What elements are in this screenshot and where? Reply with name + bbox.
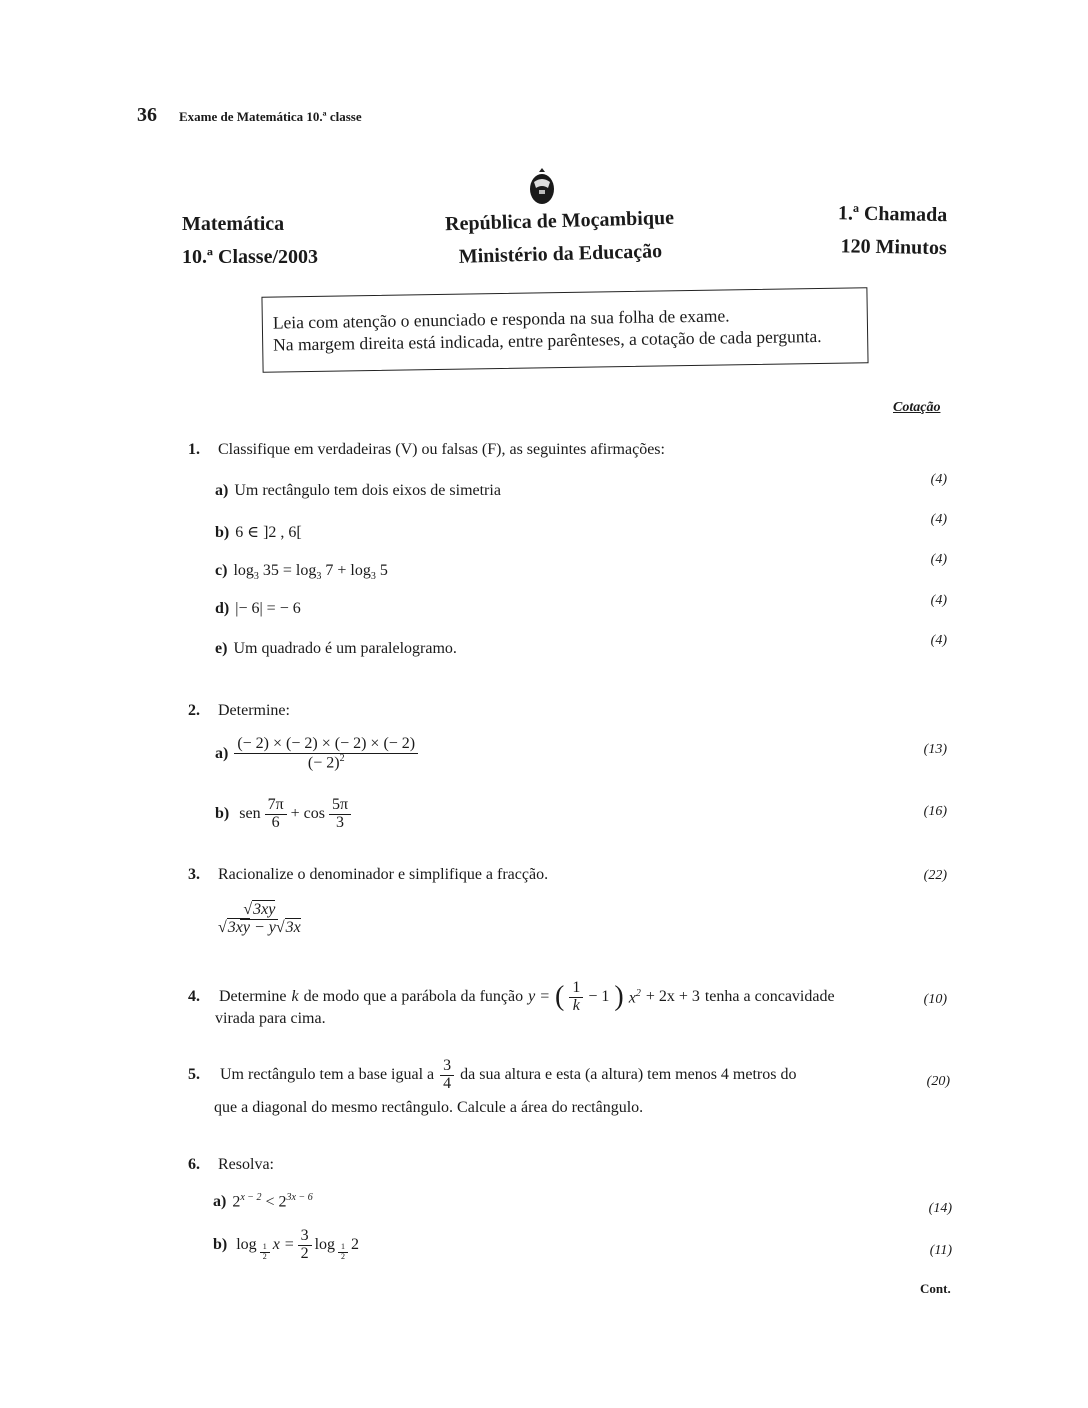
base: 2 <box>232 1193 241 1211</box>
denominator: 6 <box>271 813 280 831</box>
text-part: de modo que a parábola da função <box>303 988 524 1006</box>
var-k: k <box>291 988 299 1006</box>
fraction <box>440 1058 454 1093</box>
question-2 <box>188 702 290 720</box>
exponent: x − 2 <box>240 1192 262 1203</box>
score: (4) <box>930 472 947 487</box>
cos-text: + cos <box>290 805 325 823</box>
numerator: 3 <box>440 1058 454 1076</box>
expr-part: 35 = <box>262 562 292 579</box>
item-label: a) <box>215 482 229 499</box>
numerator: 7π <box>265 797 287 815</box>
fraction <box>265 797 287 832</box>
minus-one: − 1 <box>588 988 610 1006</box>
issuer-block <box>439 202 681 275</box>
subject: Matemática <box>182 213 285 235</box>
denominator: 2 <box>300 1244 309 1262</box>
running-head <box>137 104 362 127</box>
log-text: log <box>314 1236 336 1254</box>
cotacao-heading: Cotação <box>893 400 941 415</box>
score: (4) <box>930 512 947 527</box>
expr-rest: + 2x + 3 <box>645 988 700 1006</box>
q1-item-c <box>215 562 388 582</box>
grade-year: 10.ª Classe/2003 <box>182 246 318 268</box>
question-number: 4. <box>188 988 200 1006</box>
radicand: 3xy <box>227 918 250 936</box>
log-base <box>338 1243 348 1261</box>
exponent: 2 <box>635 987 641 999</box>
denominator: 2 <box>262 1251 267 1261</box>
exam-subject-block <box>182 208 318 274</box>
log-text: log <box>295 562 317 579</box>
item-label: e) <box>215 640 228 657</box>
sqrt-symbol: √ <box>275 918 285 936</box>
item-text: Um quadrado é um paralelogramo. <box>233 640 457 657</box>
item-label: d) <box>215 600 230 617</box>
text-part: da sua altura e esta (a altura) tem menos 4 metros do <box>460 1066 797 1084</box>
q6-item-a <box>213 1192 313 1211</box>
numerator: 1 <box>569 980 583 998</box>
log-base: 3 <box>253 571 259 583</box>
q1-item-e <box>215 640 457 658</box>
less-than: < <box>265 1193 275 1211</box>
expr-part: 7 + <box>325 562 347 579</box>
exponent: 3x − 6 <box>286 1192 313 1203</box>
log-base: 3 <box>370 571 376 583</box>
fraction <box>234 736 418 772</box>
instructions-line-2: Na margem direita está indicada, entre parênteses, a cotação de cada pergunta. <box>273 325 822 355</box>
question-number: 6. <box>188 1156 200 1173</box>
radicand: 3x <box>285 918 301 936</box>
fraction <box>569 980 583 1015</box>
session-block <box>811 197 947 265</box>
question-number: 2. <box>188 702 200 719</box>
score: (11) <box>929 1243 952 1258</box>
ministry: Ministério da Educação <box>458 240 663 268</box>
running-title: Exame de Matemática 10.ª classe <box>179 109 362 124</box>
text-part: Determine <box>219 988 287 1006</box>
score: (4) <box>930 593 947 608</box>
item-text: |− 6| = − 6 <box>235 600 301 617</box>
x-var: x <box>628 988 636 1006</box>
log-base: 3 <box>316 571 322 583</box>
q6-item-b <box>213 1228 359 1263</box>
denominator: 2 <box>341 1251 346 1261</box>
q1-item-d <box>215 600 301 618</box>
denominator <box>215 920 304 937</box>
instructions-line-1: Leia com atenção o enunciado e responda na sua folha de exame. <box>272 305 730 333</box>
instructions-box <box>261 287 868 373</box>
q1-item-a <box>215 482 501 500</box>
numerator: (− 2) × (− 2) × (− 2) × (− 2) <box>234 736 418 754</box>
base: 2 <box>278 1193 287 1211</box>
denominator: 4 <box>443 1074 452 1092</box>
item-text: Um rectângulo tem dois eixos de simetria <box>234 482 501 499</box>
item-label: b) <box>213 1236 228 1254</box>
question-1 <box>188 441 665 459</box>
question-number: 3. <box>188 866 200 883</box>
left-paren: ( <box>555 981 565 1013</box>
numerator: 5π <box>329 797 351 815</box>
question-number: 5. <box>188 1066 200 1084</box>
score: (4) <box>930 552 947 567</box>
item-label: b) <box>215 805 230 823</box>
log-text: log <box>350 562 371 579</box>
score: (14) <box>928 1201 952 1216</box>
log-base <box>260 1243 270 1261</box>
score: (13) <box>923 742 947 757</box>
text-part: Um rectângulo tem a base igual a <box>220 1066 435 1084</box>
item-text: 6 ∈ ]2 , 6[ <box>235 524 302 541</box>
score: (4) <box>930 633 947 648</box>
country: República de Moçambique <box>444 206 675 236</box>
denominator: 3 <box>336 813 345 831</box>
question-number: 1. <box>188 441 200 458</box>
score: (20) <box>926 1074 950 1089</box>
question-5-line-2: que a diagonal do mesmo rectângulo. Calcule a área do rectângulo. <box>214 1099 644 1116</box>
fraction <box>329 797 351 832</box>
sen-text: sen <box>239 805 261 823</box>
item-label: b) <box>215 524 230 541</box>
sqrt-symbol: √ <box>243 901 253 918</box>
question-text: Resolva: <box>218 1156 274 1173</box>
numerator: 1 <box>338 1243 348 1252</box>
question-text: Determine: <box>218 702 290 719</box>
denominator <box>305 754 348 772</box>
duration: 120 Minutos <box>840 235 947 260</box>
den-exponent: 2 <box>339 752 345 764</box>
log-argument: 2 <box>351 1236 360 1254</box>
item-label: a) <box>213 1193 227 1211</box>
sqrt-symbol: √ <box>218 918 227 936</box>
minus-y: − y <box>253 918 276 936</box>
radicand: 3xy <box>253 901 276 918</box>
numerator: 3 <box>298 1228 312 1246</box>
question-text: Classifique em verdadeiras (V) ou falsas (F), as seguintes afirmações: <box>218 441 665 458</box>
y-equals: y = <box>528 988 551 1006</box>
x-equals: x = <box>272 1236 295 1254</box>
fraction <box>298 1228 312 1263</box>
fraction <box>215 902 304 937</box>
session: 1.ª Chamada <box>837 202 948 227</box>
national-emblem-icon <box>529 166 555 206</box>
q2-item-b <box>215 797 351 832</box>
page-number: 36 <box>137 104 157 126</box>
log-text: log <box>233 562 254 579</box>
denominator: k <box>572 996 580 1014</box>
item-label: a) <box>215 744 229 762</box>
question-3 <box>188 866 548 884</box>
question-6 <box>188 1156 274 1174</box>
q2-item-a <box>215 736 418 772</box>
q1-item-b <box>215 522 302 542</box>
score: (22) <box>923 868 947 883</box>
q3-fraction <box>215 902 304 937</box>
question-text: Racionalize o denominador e simplifique a fracção. <box>218 866 549 883</box>
expr-part: 5 <box>379 562 388 579</box>
score: (16) <box>923 804 947 819</box>
right-paren: ) <box>614 981 624 1013</box>
log-text: log <box>236 1236 257 1254</box>
question-4-line-2: virada para cima. <box>215 1010 326 1027</box>
continued-label: Cont. <box>920 1281 951 1296</box>
text-part: tenha a concavidade <box>704 988 835 1006</box>
numerator: 1 <box>260 1243 270 1252</box>
den-base: (− 2) <box>307 754 340 772</box>
x-squared <box>629 988 641 1007</box>
score: (10) <box>923 992 947 1007</box>
item-label: c) <box>215 562 228 579</box>
question-5 <box>188 1058 796 1093</box>
